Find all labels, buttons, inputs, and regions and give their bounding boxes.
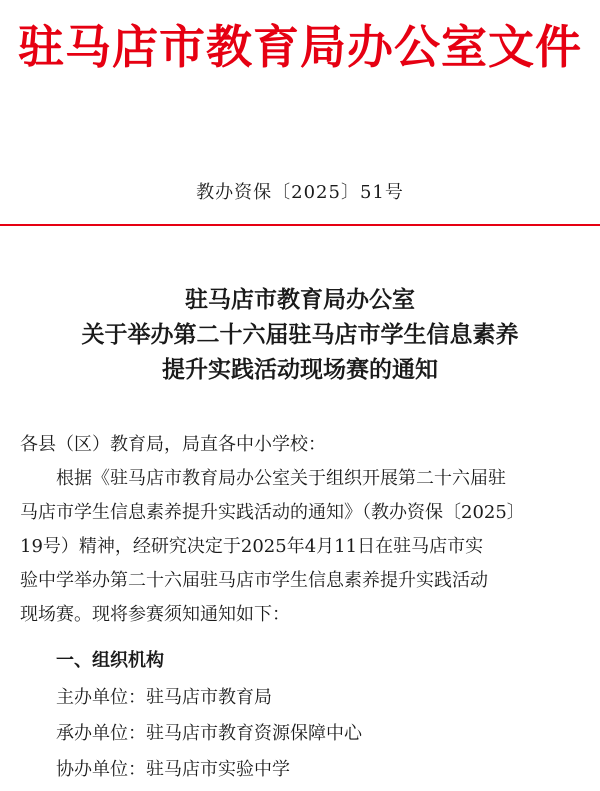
document-number: 教办资保〔2025〕51号 (196, 182, 404, 203)
document-header-title: 驻马店市教育局办公室文件 (18, 20, 582, 74)
organizer-host: 主办单位：驻马店市教育局 (56, 687, 272, 708)
organizer-list (56, 680, 362, 788)
notice-title-line-3: 提升实践活动现场赛的通知 (162, 356, 438, 383)
organizer-co-organizer: 协办单位：驻马店市实验中学 (56, 759, 290, 780)
body-line: 根据《驻马店市教育局办公室关于组织开展第二十六届驻 (56, 468, 506, 489)
notice-title-line-1: 驻马店市教育局办公室 (185, 286, 415, 313)
section-heading: 一、组织机构 (56, 650, 164, 671)
body-line: 马店市学生信息素养提升实践活动的通知》（教办资保〔2025〕 (20, 502, 525, 523)
notice-title (0, 282, 600, 387)
salutation: 各县（区）教育局，局直各中小学校： (20, 434, 326, 455)
organizer-undertaker: 承办单位：驻马店市教育资源保障中心 (56, 723, 362, 744)
body-line: 现场赛。现将参赛须知通知如下： (20, 604, 290, 625)
body-line: 19号）精神，经研究决定于2025年4月11日在驻马店市实 (20, 536, 484, 557)
body-paragraph (20, 462, 580, 632)
notice-title-line-2: 关于举办第二十六届驻马店市学生信息素养 (81, 321, 519, 348)
body-line: 验中学举办第二十六届驻马店市学生信息素养提升实践活动 (20, 570, 488, 591)
red-divider-line (0, 224, 600, 226)
